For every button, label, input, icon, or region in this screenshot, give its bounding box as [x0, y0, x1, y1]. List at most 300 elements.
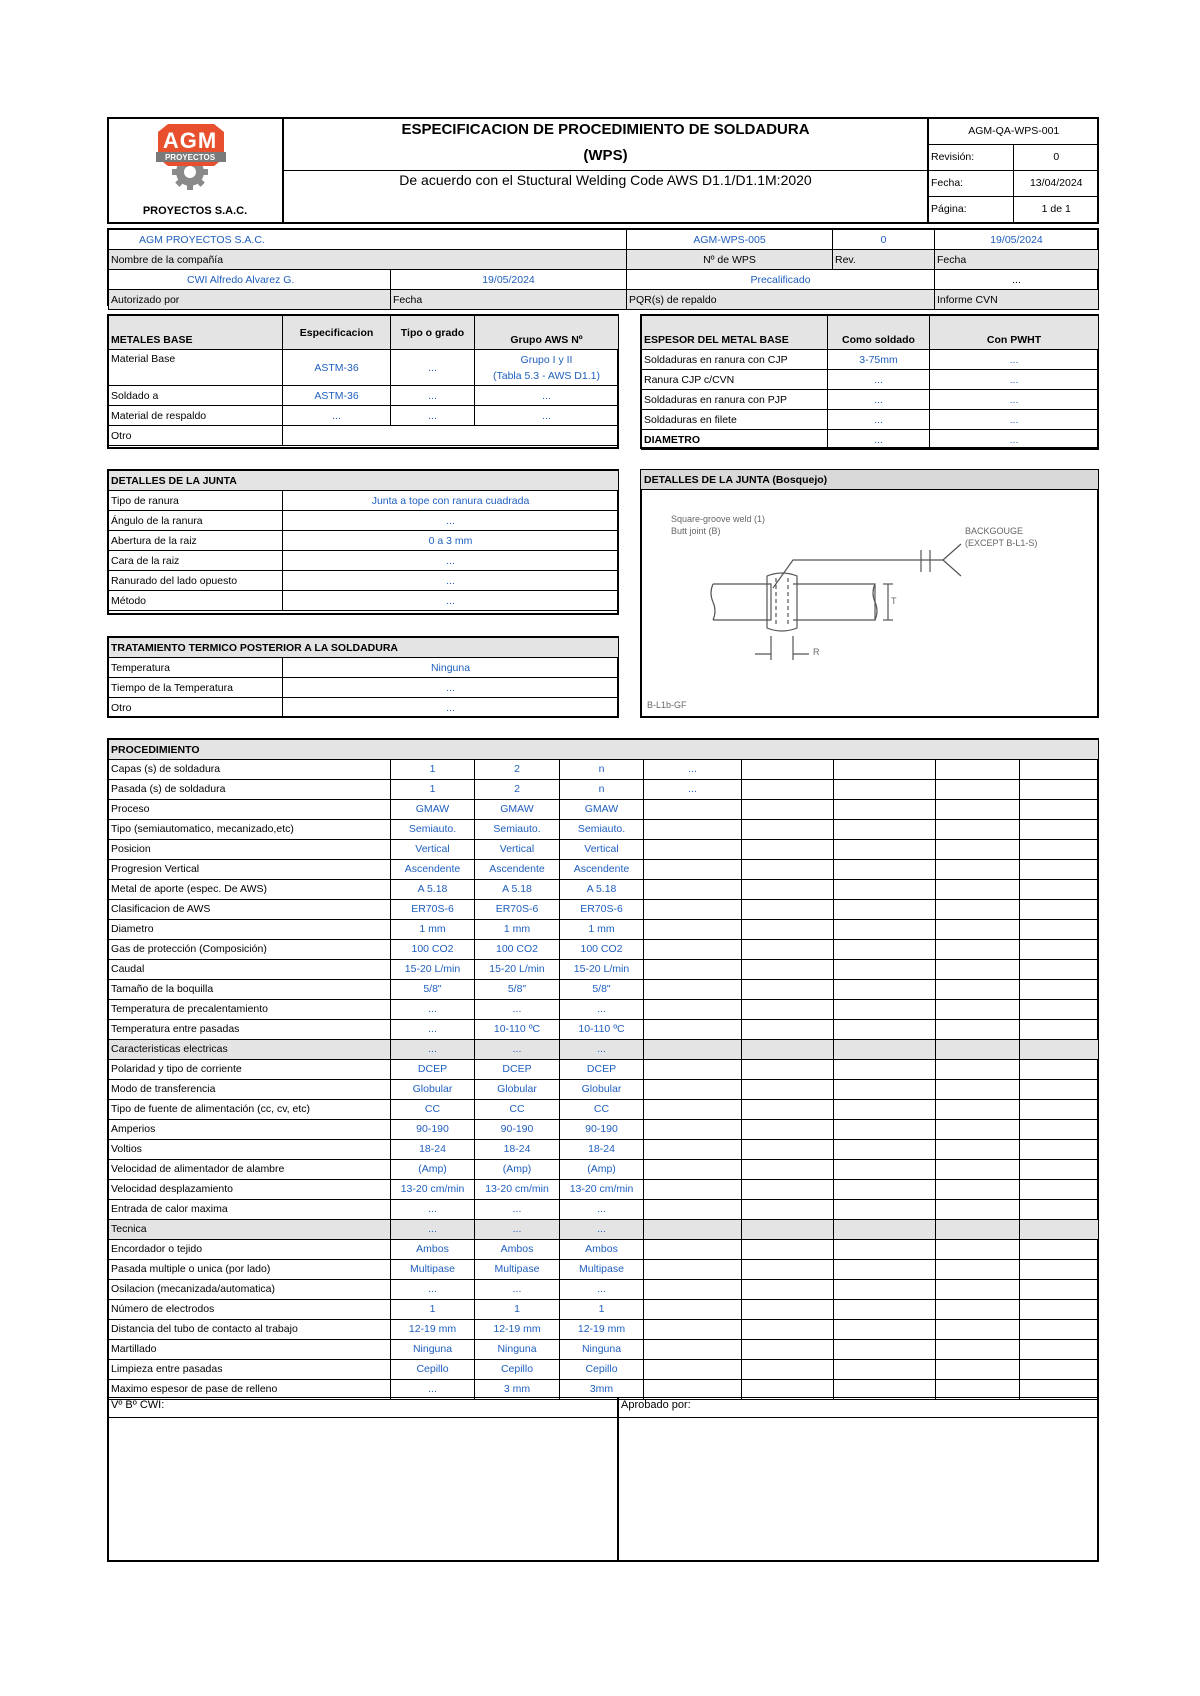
sketch-title: DETALLES DE LA JUNTA (Bosquejo)	[641, 470, 1098, 490]
approved-by-label: Aprobado por:	[621, 1399, 691, 1411]
procedure-cell: 5/8"	[391, 980, 475, 1000]
procedure-row	[109, 960, 1099, 980]
procedure-cell	[936, 1120, 1020, 1140]
procedure-cell: Globular	[560, 1080, 644, 1100]
procedure-cell	[742, 880, 834, 900]
procedure-cell: 1 mm	[475, 920, 560, 940]
procedure-cell	[1020, 1260, 1099, 1280]
procedure-cell	[936, 1300, 1020, 1320]
procedure-row	[109, 1200, 1099, 1220]
joint-row-label: Método	[109, 591, 283, 611]
sketch-label-backgouge: BACKGOUGE	[965, 526, 1024, 536]
logo-text: AGM	[162, 128, 218, 153]
pwht-title: TRATAMIENTO TERMICO POSTERIOR A LA SOLDADURA	[109, 638, 619, 658]
header-title-line	[283, 170, 928, 171]
doc-subtitle: De acuerdo con el Stuctural Welding Code AWS D1.1/D1.1M:2020	[399, 172, 812, 188]
procedure-cell	[1020, 820, 1099, 840]
procedure-cell	[936, 920, 1020, 940]
procedure-cell	[834, 1300, 936, 1320]
procedure-cell: 3 mm	[475, 1380, 560, 1400]
procedure-cell	[936, 1200, 1020, 1220]
procedure-cell	[742, 780, 834, 800]
procedure-cell	[742, 1120, 834, 1140]
procedure-cell: 1	[391, 1300, 475, 1320]
procedure-cell	[1020, 780, 1099, 800]
procedure-cell: Ambos	[560, 1240, 644, 1260]
procedure-cell	[742, 1340, 834, 1360]
procedure-cell: 15-20 L/min	[475, 960, 560, 980]
procedure-cell: DCEP	[391, 1060, 475, 1080]
procedure-cell	[742, 1180, 834, 1200]
procedure-row-label: Posicion	[109, 840, 391, 860]
procedure-cell: ...	[560, 1000, 644, 1020]
thickness-as-welded: ...	[828, 410, 930, 430]
procedure-cell: 12-19 mm	[560, 1320, 644, 1340]
procedure-row-label: Capas (s) de soldadura	[109, 760, 391, 780]
doc-code: AGM-QA-WPS-001	[929, 118, 1099, 144]
procedure-row	[109, 1040, 1099, 1060]
procedure-cell	[1020, 860, 1099, 880]
procedure-cell: 1	[391, 780, 475, 800]
procedure-cell	[1020, 1140, 1099, 1160]
procedure-cell	[936, 1220, 1020, 1240]
thickness-row-label: Soldaduras en filete	[642, 410, 828, 430]
procedure-cell	[936, 1000, 1020, 1020]
procedure-cell: 1 mm	[560, 920, 644, 940]
procedure-cell: ...	[475, 1040, 560, 1060]
thickness-as-welded: ...	[828, 430, 930, 450]
doc-title: ESPECIFICACION DE PROCEDIMIENTO DE SOLDADURA	[401, 121, 810, 138]
info-table	[108, 229, 1099, 310]
procedure-row-label: Limpieza entre pasadas	[109, 1360, 391, 1380]
sketch-label-weld: Square-groove weld (1)	[671, 514, 766, 524]
procedure-cell: GMAW	[560, 800, 644, 820]
procedure-cell: Cepillo	[391, 1360, 475, 1380]
joint-row-value: ...	[283, 551, 619, 571]
procedure-cell: (Amp)	[391, 1160, 475, 1180]
procedure-cell: 1	[391, 760, 475, 780]
procedure-row	[109, 760, 1099, 780]
procedure-row	[109, 1340, 1099, 1360]
procedure-cell	[834, 1360, 936, 1380]
procedure-row	[109, 1220, 1099, 1240]
procedure-cell	[1020, 920, 1099, 940]
procedure-row	[109, 1080, 1099, 1100]
procedure-cell	[1020, 900, 1099, 920]
pqr-label: PQR(s) de repaldo	[627, 290, 935, 310]
procedure-cell: 100 CO2	[560, 940, 644, 960]
procedure-cell	[644, 880, 742, 900]
procedure-cell: Ninguna	[475, 1340, 560, 1360]
procedure-row-label: Maximo espesor de pase de relleno	[109, 1380, 391, 1400]
procedure-cell	[1020, 800, 1099, 820]
procedure-cell: ...	[560, 1040, 644, 1060]
procedure-row	[109, 1260, 1099, 1280]
procedure-cell	[644, 960, 742, 980]
procedure-cell: Multipase	[560, 1260, 644, 1280]
info-date: 19/05/2024	[935, 230, 1099, 250]
procedure-row-label: Pasada (s) de soldadura	[109, 780, 391, 800]
procedure-cell: Vertical	[391, 840, 475, 860]
procedure-cell	[936, 980, 1020, 1000]
wps-number: AGM-WPS-005	[627, 230, 833, 250]
procedure-cell	[644, 900, 742, 920]
procedure-cell: 15-20 L/min	[560, 960, 644, 980]
procedure-cell: Globular	[391, 1080, 475, 1100]
procedure-cell	[936, 1340, 1020, 1360]
procedure-cell	[1020, 1180, 1099, 1200]
procedure-cell	[834, 800, 936, 820]
procedure-cell	[644, 1040, 742, 1060]
procedure-cell	[644, 1180, 742, 1200]
procedure-cell: ...	[644, 760, 742, 780]
procedure-cell	[1020, 940, 1099, 960]
procedure-cell: 5/8"	[475, 980, 560, 1000]
joint-row-label: Ángulo de la ranura	[109, 511, 283, 531]
procedure-cell	[936, 940, 1020, 960]
procedure-cell: Ambos	[391, 1240, 475, 1260]
procedure-cell	[742, 800, 834, 820]
thickness-row-label: Soldaduras en ranura con CJP	[642, 350, 828, 370]
procedure-cell	[834, 1120, 936, 1140]
col-with-pwht: Con PWHT	[930, 316, 1099, 350]
authorized-date: 19/05/2024	[391, 270, 627, 290]
procedure-cell	[936, 820, 1020, 840]
procedure-row-label: Progresion Vertical	[109, 860, 391, 880]
procedure-row-label: Proceso	[109, 800, 391, 820]
procedure-row-label: Modo de transferencia	[109, 1080, 391, 1100]
procedure-row-label: Metal de aporte (espec. De AWS)	[109, 880, 391, 900]
procedure-row-label: Entrada de calor maxima	[109, 1200, 391, 1220]
joint-row-label: Tipo de ranura	[109, 491, 283, 511]
procedure-cell	[936, 1100, 1020, 1120]
procedure-row-label: Tecnica	[109, 1220, 391, 1240]
base-row-group: ...	[475, 386, 619, 406]
base-row-type: ...	[391, 350, 475, 386]
procedure-cell	[1020, 1040, 1099, 1060]
procedure-cell	[834, 960, 936, 980]
rev-label: Rev.	[833, 250, 935, 270]
procedure-cell: 90-190	[391, 1120, 475, 1140]
procedure-cell	[1020, 880, 1099, 900]
procedure-cell	[1020, 1360, 1099, 1380]
procedure-row	[109, 820, 1099, 840]
procedure-cell	[644, 1340, 742, 1360]
procedure-cell	[742, 1000, 834, 1020]
procedure-cell	[644, 1360, 742, 1380]
procedure-cell	[1020, 1120, 1099, 1140]
base-row-label: Material de respaldo	[109, 406, 283, 426]
procedure-row-label: Temperatura de precalentamiento	[109, 1000, 391, 1020]
procedure-row	[109, 1120, 1099, 1140]
procedure-cell	[742, 920, 834, 940]
base-row-label: Material Base	[109, 350, 283, 386]
procedure-cell: 18-24	[391, 1140, 475, 1160]
procedure-row-label: Caracteristicas electricas	[109, 1040, 391, 1060]
procedure-cell: 1	[560, 1300, 644, 1320]
procedure-cell	[1020, 980, 1099, 1000]
procedure-cell: 12-19 mm	[475, 1320, 560, 1340]
procedure-cell	[834, 760, 936, 780]
procedure-cell: CC	[391, 1100, 475, 1120]
procedure-row	[109, 980, 1099, 1000]
thickness-pwht: ...	[930, 350, 1099, 370]
procedure-cell: Semiauto.	[560, 820, 644, 840]
procedure-cell: A 5.18	[475, 880, 560, 900]
procedure-cell: DCEP	[475, 1060, 560, 1080]
procedure-cell	[936, 1040, 1020, 1060]
procedure-cell	[644, 1100, 742, 1120]
procedure-cell	[742, 1160, 834, 1180]
procedure-cell: CC	[560, 1100, 644, 1120]
procedure-cell	[936, 1020, 1020, 1040]
base-row-label: Soldado a	[109, 386, 283, 406]
procedure-cell	[834, 1340, 936, 1360]
procedure-cell: ER70S-6	[391, 900, 475, 920]
procedure-cell: Multipase	[391, 1260, 475, 1280]
procedure-cell: A 5.18	[391, 880, 475, 900]
joint-row-value: ...	[283, 591, 619, 611]
procedure-cell	[834, 820, 936, 840]
procedure-cell	[834, 1060, 936, 1080]
procedure-cell	[936, 1320, 1020, 1340]
procedure-cell: ...	[475, 1000, 560, 1020]
procedure-cell	[644, 1280, 742, 1300]
revision-label: Revisión:	[929, 144, 1014, 170]
approval-top-line	[108, 1397, 1098, 1398]
procedure-row-label: Polaridad y tipo de corriente	[109, 1060, 391, 1080]
procedure-cell	[644, 820, 742, 840]
procedure-cell	[644, 940, 742, 960]
procedure-table	[108, 739, 1099, 1400]
procedure-cell	[834, 980, 936, 1000]
procedure-cell	[742, 1060, 834, 1080]
procedure-cell	[742, 1220, 834, 1240]
procedure-row	[109, 900, 1099, 920]
procedure-cell	[834, 840, 936, 860]
date-value: 13/04/2024	[1014, 170, 1099, 196]
procedure-cell: n	[560, 780, 644, 800]
procedure-cell	[834, 1180, 936, 1200]
base-row-group: Grupo I y II	[520, 353, 573, 366]
procedure-cell: 12-19 mm	[391, 1320, 475, 1340]
page-value: 1 de 1	[1014, 196, 1099, 222]
procedure-cell	[644, 1140, 742, 1160]
procedure-cell: ...	[391, 1020, 475, 1040]
procedure-cell: ...	[475, 1280, 560, 1300]
procedure-row	[109, 1000, 1099, 1020]
company-caption: PROYECTOS S.A.C.	[142, 205, 248, 217]
procedure-cell	[1020, 1300, 1099, 1320]
procedure-cell: ...	[391, 1000, 475, 1020]
doc-title-wps: (WPS)	[583, 147, 628, 164]
pwht-row-value: ...	[283, 678, 619, 698]
procedure-cell: DCEP	[560, 1060, 644, 1080]
sketch-label-t: T	[891, 596, 897, 606]
base-row-group: ...	[475, 406, 619, 426]
procedure-cell	[936, 960, 1020, 980]
procedure-cell: 13-20 cm/min	[475, 1180, 560, 1200]
base-metals-table	[108, 315, 619, 446]
procedure-cell: 1 mm	[391, 920, 475, 940]
joint-title: DETALLES DE LA JUNTA	[109, 471, 619, 491]
procedure-cell	[742, 1280, 834, 1300]
procedure-row-label: Voltios	[109, 1140, 391, 1160]
procedure-cell	[1020, 1020, 1099, 1040]
procedure-cell: ...	[644, 780, 742, 800]
procedure-row-label: Clasificacion de AWS	[109, 900, 391, 920]
procedure-row	[109, 1360, 1099, 1380]
procedure-cell	[936, 1260, 1020, 1280]
base-row-spec: ...	[283, 406, 391, 426]
procedure-cell	[834, 1280, 936, 1300]
base-row-spec: ASTM-36	[283, 350, 391, 386]
thickness-as-welded: 3-75mm	[828, 350, 930, 370]
procedure-cell	[742, 860, 834, 880]
procedure-cell: ...	[391, 1280, 475, 1300]
thickness-table	[641, 315, 1099, 450]
procedure-row	[109, 860, 1099, 880]
authorized-by-label: Autorizado por	[109, 290, 391, 310]
approval-area	[108, 1397, 1098, 1561]
cvn-value: ...	[935, 270, 1099, 290]
thickness-row-label: DIAMETRO	[642, 430, 828, 450]
procedure-cell: 13-20 cm/min	[391, 1180, 475, 1200]
procedure-cell	[742, 1020, 834, 1040]
procedure-cell	[742, 1100, 834, 1120]
procedure-cell	[834, 880, 936, 900]
procedure-cell	[644, 1120, 742, 1140]
procedure-cell	[742, 1040, 834, 1060]
procedure-row	[109, 1240, 1099, 1260]
procedure-row-label: Osilacion (mecanizada/automatica)	[109, 1280, 391, 1300]
thickness-pwht: ...	[930, 390, 1099, 410]
date-label: Fecha:	[929, 170, 1014, 196]
procedure-cell: 90-190	[560, 1120, 644, 1140]
procedure-cell	[936, 860, 1020, 880]
base-metals-title: METALES BASE	[109, 316, 283, 350]
procedure-cell	[834, 1320, 936, 1340]
procedure-cell	[644, 840, 742, 860]
procedure-row	[109, 920, 1099, 940]
procedure-cell	[644, 860, 742, 880]
pwht-row-value: ...	[283, 698, 619, 718]
procedure-cell	[1020, 1340, 1099, 1360]
procedure-cell	[644, 1200, 742, 1220]
procedure-cell: Ninguna	[560, 1340, 644, 1360]
info-date-label: Fecha	[935, 250, 1099, 270]
procedure-cell	[644, 920, 742, 940]
procedure-row	[109, 940, 1099, 960]
authorized-by: CWI Alfredo Alvarez G.	[109, 270, 391, 290]
cvn-label: Informe CVN	[935, 290, 1099, 310]
logo-banner: PROYECTOS	[164, 153, 216, 162]
col-group: Grupo AWS Nº	[475, 316, 619, 350]
procedure-cell	[742, 940, 834, 960]
joint-row-value: ...	[283, 511, 619, 531]
procedure-row	[109, 800, 1099, 820]
procedure-row	[109, 1280, 1099, 1300]
procedure-row-label: Gas de protección (Composición)	[109, 940, 391, 960]
procedure-cell	[1020, 1220, 1099, 1240]
col-as-welded: Como soldado	[828, 316, 930, 350]
pwht-row-label: Otro	[109, 698, 283, 718]
procedure-cell	[742, 960, 834, 980]
authorized-date-label: Fecha	[391, 290, 627, 310]
cwi-approval-label: Vº Bº CWI:	[111, 1399, 165, 1411]
thickness-pwht: ...	[930, 430, 1099, 450]
procedure-cell	[644, 1320, 742, 1340]
pwht-row-value: Ninguna	[283, 658, 619, 678]
procedure-cell: Ascendente	[475, 860, 560, 880]
base-row-other	[283, 426, 619, 446]
cwi-signature-field[interactable]	[108, 1418, 617, 1561]
procedure-cell	[742, 1200, 834, 1220]
procedure-cell	[936, 840, 1020, 860]
procedure-cell: 100 CO2	[475, 940, 560, 960]
procedure-cell: 10-110 ºC	[560, 1020, 644, 1040]
procedure-cell: Globular	[475, 1080, 560, 1100]
procedure-cell	[644, 1220, 742, 1240]
wps-number-label: Nº de WPS	[627, 250, 833, 270]
base-row-label: Otro	[109, 426, 283, 446]
thickness-as-welded: ...	[828, 390, 930, 410]
company-name: AGM PROYECTOS S.A.C.	[109, 230, 627, 250]
procedure-cell	[1020, 760, 1099, 780]
procedure-cell	[1020, 1200, 1099, 1220]
procedure-cell	[834, 900, 936, 920]
approver-signature-field[interactable]	[619, 1418, 1098, 1561]
procedure-cell	[1020, 1060, 1099, 1080]
procedure-cell: ER70S-6	[560, 900, 644, 920]
procedure-cell	[834, 1260, 936, 1280]
procedure-cell	[644, 1080, 742, 1100]
procedure-row-label: Pasada multiple o unica (por lado)	[109, 1260, 391, 1280]
procedure-cell	[644, 1060, 742, 1080]
procedure-cell	[936, 1080, 1020, 1100]
procedure-cell	[742, 1240, 834, 1260]
doc-control-table	[928, 118, 1099, 222]
procedure-cell: 15-20 L/min	[391, 960, 475, 980]
procedure-cell: 2	[475, 760, 560, 780]
procedure-cell: Vertical	[560, 840, 644, 860]
procedure-row-label: Velocidad de alimentador de alambre	[109, 1160, 391, 1180]
procedure-cell	[936, 900, 1020, 920]
procedure-cell	[834, 860, 936, 880]
procedure-cell: Vertical	[475, 840, 560, 860]
procedure-row-label: Tipo (semiautomatico, mecanizado,etc)	[109, 820, 391, 840]
procedure-row-label: Martillado	[109, 1340, 391, 1360]
procedure-cell	[742, 820, 834, 840]
procedure-cell: ...	[560, 1220, 644, 1240]
procedure-cell	[1020, 1280, 1099, 1300]
procedure-cell: Ascendente	[391, 860, 475, 880]
procedure-cell	[1020, 1160, 1099, 1180]
procedure-cell: GMAW	[391, 800, 475, 820]
procedure-cell: GMAW	[475, 800, 560, 820]
procedure-cell	[834, 1000, 936, 1020]
pwht-table	[108, 637, 619, 718]
procedure-cell	[644, 1240, 742, 1260]
procedure-cell: Semiauto.	[391, 820, 475, 840]
procedure-title: PROCEDIMIENTO	[109, 740, 1099, 760]
base-row-spec: ASTM-36	[283, 386, 391, 406]
page-label: Página:	[929, 196, 1014, 222]
procedure-row-label: Amperios	[109, 1120, 391, 1140]
sketch-label-except: (EXCEPT B-L1-S)	[965, 538, 1038, 548]
procedure-row	[109, 1020, 1099, 1040]
thickness-as-welded: ...	[828, 370, 930, 390]
